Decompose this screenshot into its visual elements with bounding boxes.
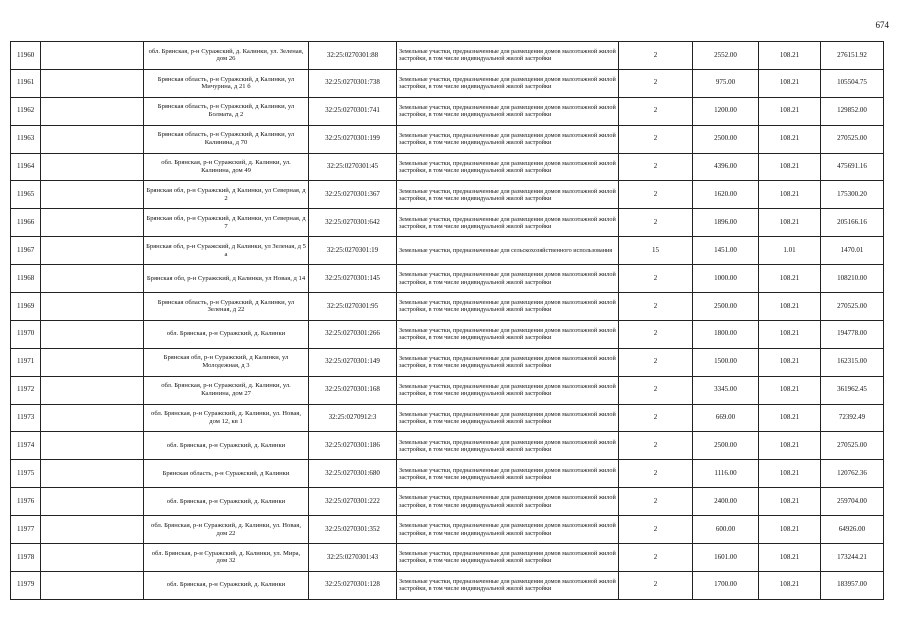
row-number-cell: 11965 [11, 181, 41, 209]
address-cell: обл. Брянская, р-н Суражский, д. Калинки, ул. Зеленая, дом 26 [144, 42, 309, 70]
table-body [11, 42, 884, 600]
area-cell: 669.00 [693, 404, 759, 432]
blank-cell [41, 237, 144, 265]
table-row [11, 516, 884, 544]
land-use-cell: Земельные участки, предназначенные для размещения домов малоэтажной жилой застройки, в том числе индивидуальной жилой застройки [397, 432, 619, 460]
table-row [11, 209, 884, 237]
blank-cell [41, 293, 144, 321]
cadastral-value-cell: 194778.00 [821, 320, 884, 348]
specific-value-cell: 108.21 [759, 544, 821, 572]
cadastral-value-cell: 173244.21 [821, 544, 884, 572]
cadastral-value-cell: 276151.92 [821, 42, 884, 70]
category-cell: 2 [619, 209, 693, 237]
specific-value-cell: 108.21 [759, 209, 821, 237]
area-cell: 1500.00 [693, 348, 759, 376]
specific-value-cell: 1.01 [759, 237, 821, 265]
address-cell: обл. Брянская, р-н Суражский, д. Калинки, ул. Новая, дом 12, кв 1 [144, 404, 309, 432]
cadastral-value-cell: 270525.00 [821, 125, 884, 153]
cadastral-number-cell: 32:25:0270301:95 [309, 293, 397, 321]
area-cell: 1200.00 [693, 97, 759, 125]
area-cell: 1620.00 [693, 181, 759, 209]
row-number-cell: 11970 [11, 320, 41, 348]
land-use-cell: Земельные участки, предназначенные для размещения домов малоэтажной жилой застройки, в том числе индивидуальной жилой застройки [397, 153, 619, 181]
cadastral-number-cell: 32:25:0270301:88 [309, 42, 397, 70]
land-use-cell: Земельные участки, предназначенные для размещения домов малоэтажной жилой застройки, в том числе индивидуальной жилой застройки [397, 181, 619, 209]
table-row [11, 42, 884, 70]
area-cell: 975.00 [693, 69, 759, 97]
land-use-cell: Земельные участки, предназначенные для размещения домов малоэтажной жилой застройки, в том числе индивидуальной жилой застройки [397, 69, 619, 97]
cadastral-number-cell: 32:25:0270301:367 [309, 181, 397, 209]
blank-cell [41, 97, 144, 125]
land-use-cell: Земельные участки, предназначенные для размещения домов малоэтажной жилой застройки, в том числе индивидуальной жилой застройки [397, 488, 619, 516]
table-row [11, 544, 884, 572]
address-cell: Брянская обл, р-н Суражский, д Калинки, ул Северная, д 7 [144, 209, 309, 237]
cadastral-value-cell: 205166.16 [821, 209, 884, 237]
cadastral-number-cell: 32:25:0270301:186 [309, 432, 397, 460]
land-use-cell: Земельные участки, предназначенные для размещения домов малоэтажной жилой застройки, в том числе индивидуальной жилой застройки [397, 265, 619, 293]
row-number-cell: 11977 [11, 516, 41, 544]
cadastral-number-cell: 32:25:0270912:3 [309, 404, 397, 432]
cadastral-number-cell: 32:25:0270301:222 [309, 488, 397, 516]
address-cell: обл. Брянская, р-н Суражский, д. Калинки [144, 432, 309, 460]
land-use-cell: Земельные участки, предназначенные для размещения домов малоэтажной жилой застройки, в том числе индивидуальной жилой застройки [397, 125, 619, 153]
table-row [11, 320, 884, 348]
specific-value-cell: 108.21 [759, 97, 821, 125]
area-cell: 1000.00 [693, 265, 759, 293]
address-cell: Брянская обл, р-н Суражский, д Калинки, ул Северная, д 2 [144, 181, 309, 209]
table-row [11, 181, 884, 209]
category-cell: 2 [619, 265, 693, 293]
page-number: 674 [875, 20, 889, 30]
specific-value-cell: 108.21 [759, 460, 821, 488]
row-number-cell: 11966 [11, 209, 41, 237]
specific-value-cell: 108.21 [759, 320, 821, 348]
area-cell: 1451.00 [693, 237, 759, 265]
address-cell: обл. Брянская, р-н Суражский, д. Калинки, ул. Калинина, дом 27 [144, 376, 309, 404]
specific-value-cell: 108.21 [759, 404, 821, 432]
blank-cell [41, 42, 144, 70]
row-number-cell: 11967 [11, 237, 41, 265]
address-cell: обл. Брянская, р-н Суражский, д. Калинки, ул. Калинина, дом 49 [144, 153, 309, 181]
specific-value-cell: 108.21 [759, 293, 821, 321]
specific-value-cell: 108.21 [759, 348, 821, 376]
table-row [11, 348, 884, 376]
table-row [11, 237, 884, 265]
category-cell: 2 [619, 69, 693, 97]
blank-cell [41, 153, 144, 181]
specific-value-cell: 108.21 [759, 42, 821, 70]
cadastral-value-cell: 270525.00 [821, 432, 884, 460]
category-cell: 2 [619, 571, 693, 599]
table-row [11, 460, 884, 488]
table-row [11, 153, 884, 181]
address-cell: Брянская область, р-н Суражский, д Калинки, ул Мичурина, д 21 б [144, 69, 309, 97]
cadastral-number-cell: 32:25:0270301:266 [309, 320, 397, 348]
cadastral-number-cell: 32:25:0270301:642 [309, 209, 397, 237]
address-cell: Брянская область, р-н Суражский, д Калинки [144, 460, 309, 488]
cadastral-number-cell: 32:25:0270301:45 [309, 153, 397, 181]
land-use-cell: Земельные участки, предназначенные для сельскохозяйственного использования [397, 237, 619, 265]
row-number-cell: 11971 [11, 348, 41, 376]
address-cell: Брянская область, р-н Суражский, д Калинки, ул Болмата, д 2 [144, 97, 309, 125]
blank-cell [41, 460, 144, 488]
land-use-cell: Земельные участки, предназначенные для размещения домов малоэтажной жилой застройки, в том числе индивидуальной жилой застройки [397, 404, 619, 432]
address-cell: Брянская обл, р-н Суражский, д Калинки, ул Новая, д 14 [144, 265, 309, 293]
area-cell: 2552.00 [693, 42, 759, 70]
category-cell: 2 [619, 404, 693, 432]
blank-cell [41, 125, 144, 153]
category-cell: 2 [619, 488, 693, 516]
land-use-cell: Земельные участки, предназначенные для размещения домов малоэтажной жилой застройки, в том числе индивидуальной жилой застройки [397, 348, 619, 376]
category-cell: 2 [619, 516, 693, 544]
cadastral-number-cell: 32:25:0270301:738 [309, 69, 397, 97]
area-cell: 1601.00 [693, 544, 759, 572]
land-use-cell: Земельные участки, предназначенные для размещения домов малоэтажной жилой застройки, в том числе индивидуальной жилой застройки [397, 97, 619, 125]
cadastral-value-cell: 120762.36 [821, 460, 884, 488]
address-cell: Брянская обл, р-н Суражский, д Калинки, ул Зеленая, д 5 а [144, 237, 309, 265]
land-use-cell: Земельные участки, предназначенные для размещения домов малоэтажной жилой застройки, в том числе индивидуальной жилой застройки [397, 516, 619, 544]
blank-cell [41, 209, 144, 237]
row-number-cell: 11975 [11, 460, 41, 488]
cadastral-value-table [10, 41, 884, 600]
specific-value-cell: 108.21 [759, 571, 821, 599]
area-cell: 4396.00 [693, 153, 759, 181]
cadastral-value-cell: 270525.00 [821, 293, 884, 321]
land-use-cell: Земельные участки, предназначенные для размещения домов малоэтажной жилой застройки, в том числе индивидуальной жилой застройки [397, 376, 619, 404]
land-use-cell: Земельные участки, предназначенные для размещения домов малоэтажной жилой застройки, в том числе индивидуальной жилой застройки [397, 42, 619, 70]
cadastral-value-cell: 183957.00 [821, 571, 884, 599]
category-cell: 2 [619, 181, 693, 209]
cadastral-value-cell: 72392.49 [821, 404, 884, 432]
area-cell: 1896.00 [693, 209, 759, 237]
blank-cell [41, 69, 144, 97]
cadastral-number-cell: 32:25:0270301:352 [309, 516, 397, 544]
row-number-cell: 11978 [11, 544, 41, 572]
category-cell: 2 [619, 293, 693, 321]
cadastral-number-cell: 32:25:0270301:149 [309, 348, 397, 376]
category-cell: 2 [619, 376, 693, 404]
specific-value-cell: 108.21 [759, 265, 821, 293]
area-cell: 3345.00 [693, 376, 759, 404]
row-number-cell: 11964 [11, 153, 41, 181]
address-cell: обл. Брянская, р-н Суражский, д. Калинки [144, 571, 309, 599]
blank-cell [41, 320, 144, 348]
area-cell: 600.00 [693, 516, 759, 544]
cadastral-number-cell: 32:25:0270301:680 [309, 460, 397, 488]
specific-value-cell: 108.21 [759, 376, 821, 404]
address-cell: обл. Брянская, р-н Суражский, д. Калинки [144, 320, 309, 348]
blank-cell [41, 488, 144, 516]
address-cell: Брянская обл, р-н Суражский, д Калинки, ул Молодежная, д 3 [144, 348, 309, 376]
area-cell: 1800.00 [693, 320, 759, 348]
row-number-cell: 11961 [11, 69, 41, 97]
row-number-cell: 11973 [11, 404, 41, 432]
cadastral-value-cell: 64926.00 [821, 516, 884, 544]
area-cell: 2500.00 [693, 293, 759, 321]
area-cell: 1116.00 [693, 460, 759, 488]
table-row [11, 293, 884, 321]
blank-cell [41, 571, 144, 599]
land-use-cell: Земельные участки, предназначенные для размещения домов малоэтажной жилой застройки, в том числе индивидуальной жилой застройки [397, 320, 619, 348]
specific-value-cell: 108.21 [759, 69, 821, 97]
land-use-cell: Земельные участки, предназначенные для размещения домов малоэтажной жилой застройки, в том числе индивидуальной жилой застройки [397, 293, 619, 321]
blank-cell [41, 404, 144, 432]
blank-cell [41, 265, 144, 293]
blank-cell [41, 432, 144, 460]
table-row [11, 376, 884, 404]
row-number-cell: 11960 [11, 42, 41, 70]
category-cell: 2 [619, 544, 693, 572]
category-cell: 2 [619, 42, 693, 70]
land-use-cell: Земельные участки, предназначенные для размещения домов малоэтажной жилой застройки, в том числе индивидуальной жилой застройки [397, 571, 619, 599]
address-cell: обл. Брянская, р-н Суражский, д. Калинки [144, 488, 309, 516]
cadastral-value-cell: 475691.16 [821, 153, 884, 181]
cadastral-value-cell: 259704.00 [821, 488, 884, 516]
category-cell: 2 [619, 432, 693, 460]
specific-value-cell: 108.21 [759, 432, 821, 460]
row-number-cell: 11968 [11, 265, 41, 293]
table-row [11, 97, 884, 125]
table-row [11, 571, 884, 599]
cadastral-number-cell: 32:25:0270301:145 [309, 265, 397, 293]
row-number-cell: 11972 [11, 376, 41, 404]
row-number-cell: 11962 [11, 97, 41, 125]
cadastral-number-cell: 32:25:0270301:43 [309, 544, 397, 572]
specific-value-cell: 108.21 [759, 181, 821, 209]
area-cell: 2500.00 [693, 125, 759, 153]
blank-cell [41, 376, 144, 404]
land-use-cell: Земельные участки, предназначенные для размещения домов малоэтажной жилой застройки, в том числе индивидуальной жилой застройки [397, 209, 619, 237]
table-row [11, 265, 884, 293]
cadastral-number-cell: 32:25:0270301:19 [309, 237, 397, 265]
blank-cell [41, 544, 144, 572]
address-cell: обл. Брянская, р-н Суражский, д. Калинки, ул. Новая, дом 22 [144, 516, 309, 544]
blank-cell [41, 348, 144, 376]
table-row [11, 488, 884, 516]
cadastral-number-cell: 32:25:0270301:168 [309, 376, 397, 404]
specific-value-cell: 108.21 [759, 488, 821, 516]
land-use-cell: Земельные участки, предназначенные для размещения домов малоэтажной жилой застройки, в том числе индивидуальной жилой застройки [397, 544, 619, 572]
blank-cell [41, 516, 144, 544]
address-cell: Брянская область, р-н Суражский, д Калинки, ул Калинина, д 70 [144, 125, 309, 153]
row-number-cell: 11963 [11, 125, 41, 153]
row-number-cell: 11969 [11, 293, 41, 321]
area-cell: 2500.00 [693, 432, 759, 460]
category-cell: 15 [619, 237, 693, 265]
cadastral-value-cell: 108210.00 [821, 265, 884, 293]
category-cell: 2 [619, 125, 693, 153]
category-cell: 2 [619, 348, 693, 376]
table-row [11, 69, 884, 97]
cadastral-value-cell: 175300.20 [821, 181, 884, 209]
table-row [11, 432, 884, 460]
land-use-cell: Земельные участки, предназначенные для размещения домов малоэтажной жилой застройки, в том числе индивидуальной жилой застройки [397, 460, 619, 488]
category-cell: 2 [619, 460, 693, 488]
area-cell: 1700.00 [693, 571, 759, 599]
table-row [11, 125, 884, 153]
cadastral-value-cell: 361962.45 [821, 376, 884, 404]
cadastral-value-cell: 1470.01 [821, 237, 884, 265]
address-cell: Брянская область, р-н Суражский, д Калинки, ул Зеленая, д 22 [144, 293, 309, 321]
table-row [11, 404, 884, 432]
cadastral-value-cell: 129852.00 [821, 97, 884, 125]
row-number-cell: 11974 [11, 432, 41, 460]
specific-value-cell: 108.21 [759, 516, 821, 544]
cadastral-value-cell: 105504.75 [821, 69, 884, 97]
cadastral-value-cell: 162315.00 [821, 348, 884, 376]
area-cell: 2400.00 [693, 488, 759, 516]
specific-value-cell: 108.21 [759, 153, 821, 181]
specific-value-cell: 108.21 [759, 125, 821, 153]
category-cell: 2 [619, 320, 693, 348]
blank-cell [41, 181, 144, 209]
row-number-cell: 11979 [11, 571, 41, 599]
category-cell: 2 [619, 97, 693, 125]
cadastral-number-cell: 32:25:0270301:199 [309, 125, 397, 153]
address-cell: обл. Брянская, р-н Суражский, д. Калинки, ул. Мира, дом 32 [144, 544, 309, 572]
cadastral-number-cell: 32:25:0270301:128 [309, 571, 397, 599]
category-cell: 2 [619, 153, 693, 181]
row-number-cell: 11976 [11, 488, 41, 516]
cadastral-number-cell: 32:25:0270301:741 [309, 97, 397, 125]
